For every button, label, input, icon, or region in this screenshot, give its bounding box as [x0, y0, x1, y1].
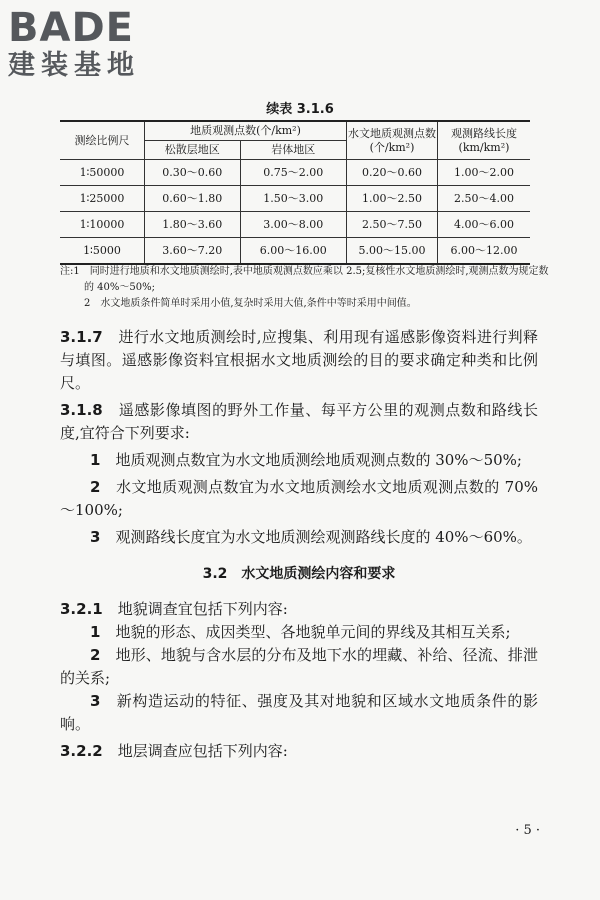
clause-text: 地层调查应包括下列内容:	[117, 742, 288, 760]
watermark-logo	[8, 6, 178, 82]
cell-scale: 1∶5000	[60, 238, 145, 265]
item-number: 3	[90, 528, 101, 546]
item-number: 1	[90, 623, 101, 641]
survey-table	[60, 120, 530, 265]
logo-word: BADE	[8, 5, 134, 51]
list-item	[60, 621, 538, 644]
clause-text: 进行水文地质测绘时,应搜集、利用现有遥感影像资料进行判释与填图。遥感影像资料宜根据水文地质测绘的目的要求确定种类和比例尺。	[60, 328, 538, 392]
item-number: 2	[90, 646, 101, 664]
table-row	[60, 238, 530, 265]
clause-text: 地貌调查宜包括下列内容:	[117, 600, 288, 618]
cell-rock: 6.00～16.00	[240, 238, 346, 265]
table-row	[60, 186, 530, 212]
header-rock: 岩体地区	[240, 141, 346, 160]
page-number: · 5 ·	[515, 823, 540, 838]
table-row	[60, 160, 530, 186]
list-item	[60, 644, 538, 690]
table-caption: 续表 3.1.6	[266, 102, 334, 117]
cell-hydro: 0.20～0.60	[347, 160, 438, 186]
section-title	[60, 563, 538, 586]
header-scale: 测绘比例尺	[60, 121, 145, 160]
cell-rock: 0.75～2.00	[240, 160, 346, 186]
item-number: 1	[90, 451, 101, 469]
cell-scale: 1∶25000	[60, 186, 145, 212]
list-item	[60, 526, 538, 549]
cell-route: 6.00～12.00	[438, 238, 531, 265]
clause-text: 遥感影像填图的野外工作量、每平方公里的观测点数和路线长度,宜符合下列要求:	[60, 401, 538, 442]
cell-route: 4.00～6.00	[438, 212, 531, 238]
list-item	[60, 449, 538, 472]
item-number: 2	[90, 478, 101, 496]
clause-3-2-1	[60, 598, 538, 621]
clause-number: 3.1.8	[60, 401, 103, 419]
cell-hydro: 2.50～7.50	[347, 212, 438, 238]
clause-number: 3.1.7	[60, 328, 103, 346]
item-number: 3	[90, 692, 101, 710]
cell-rock: 3.00～8.00	[240, 212, 346, 238]
item-text: 观测路线长度宜为水文地质测绘观测路线长度的 40%～60%。	[115, 528, 532, 546]
note-1: 注:1 同时进行地质和水文地质测绘时,表中地质观测点数应乘以 2.5;复核性水文地质测绘时,观测点数为规定数的 40%～50%;	[60, 266, 549, 293]
list-item	[60, 690, 538, 736]
list-item	[60, 476, 538, 522]
cell-loose: 3.60～7.20	[145, 238, 241, 265]
table-row	[60, 212, 530, 238]
section-title-text: 水文地质测绘内容和要求	[241, 566, 396, 582]
clause-3-2-2	[60, 740, 538, 763]
cell-hydro: 1.00～2.50	[347, 186, 438, 212]
item-text: 水文地质观测点数宜为水文地质测绘水文地质观测点数的 70%～100%;	[60, 478, 538, 519]
cell-scale: 1∶10000	[60, 212, 145, 238]
cell-loose: 0.60～1.80	[145, 186, 241, 212]
cell-loose: 0.30～0.60	[145, 160, 241, 186]
clause-number: 3.2.2	[60, 742, 103, 760]
header-loose: 松散层地区	[145, 141, 241, 160]
body-text	[60, 326, 538, 763]
cell-route: 1.00～2.00	[438, 160, 531, 186]
header-route-length: 观测路线长度(km/km²)	[438, 121, 531, 160]
clause-number: 3.2.1	[60, 600, 103, 618]
clause-3-1-8	[60, 399, 538, 445]
cell-loose: 1.80～3.60	[145, 212, 241, 238]
item-text: 地质观测点数宜为水文地质测绘地质观测点数的 30%～50%;	[115, 451, 522, 469]
cell-scale: 1∶50000	[60, 160, 145, 186]
cell-rock: 1.50～3.00	[240, 186, 346, 212]
cell-hydro: 5.00～15.00	[347, 238, 438, 265]
item-text: 地形、地貌与含水层的分布及地下水的埋藏、补给、径流、排泄的关系;	[60, 646, 538, 687]
note-2: 2 水文地质条件简单时采用小值,复杂时采用大值,条件中等时采用中间值。	[84, 298, 417, 309]
item-text: 新构造运动的特征、强度及其对地貌和区域水文地质条件的影响。	[60, 692, 538, 733]
item-text: 地貌的形态、成因类型、各地貌单元间的界线及其相互关系;	[115, 623, 511, 641]
cell-route: 2.50～4.00	[438, 186, 531, 212]
table-notes	[60, 264, 550, 312]
clause-3-1-7	[60, 326, 538, 395]
section-number: 3.2	[202, 566, 228, 582]
header-geo-points: 地质观测点数(个/km²)	[145, 121, 347, 141]
header-hydro-points: 水文地质观测点数(个/km²)	[347, 121, 438, 160]
logo-subtitle: 建装基地	[8, 50, 140, 81]
